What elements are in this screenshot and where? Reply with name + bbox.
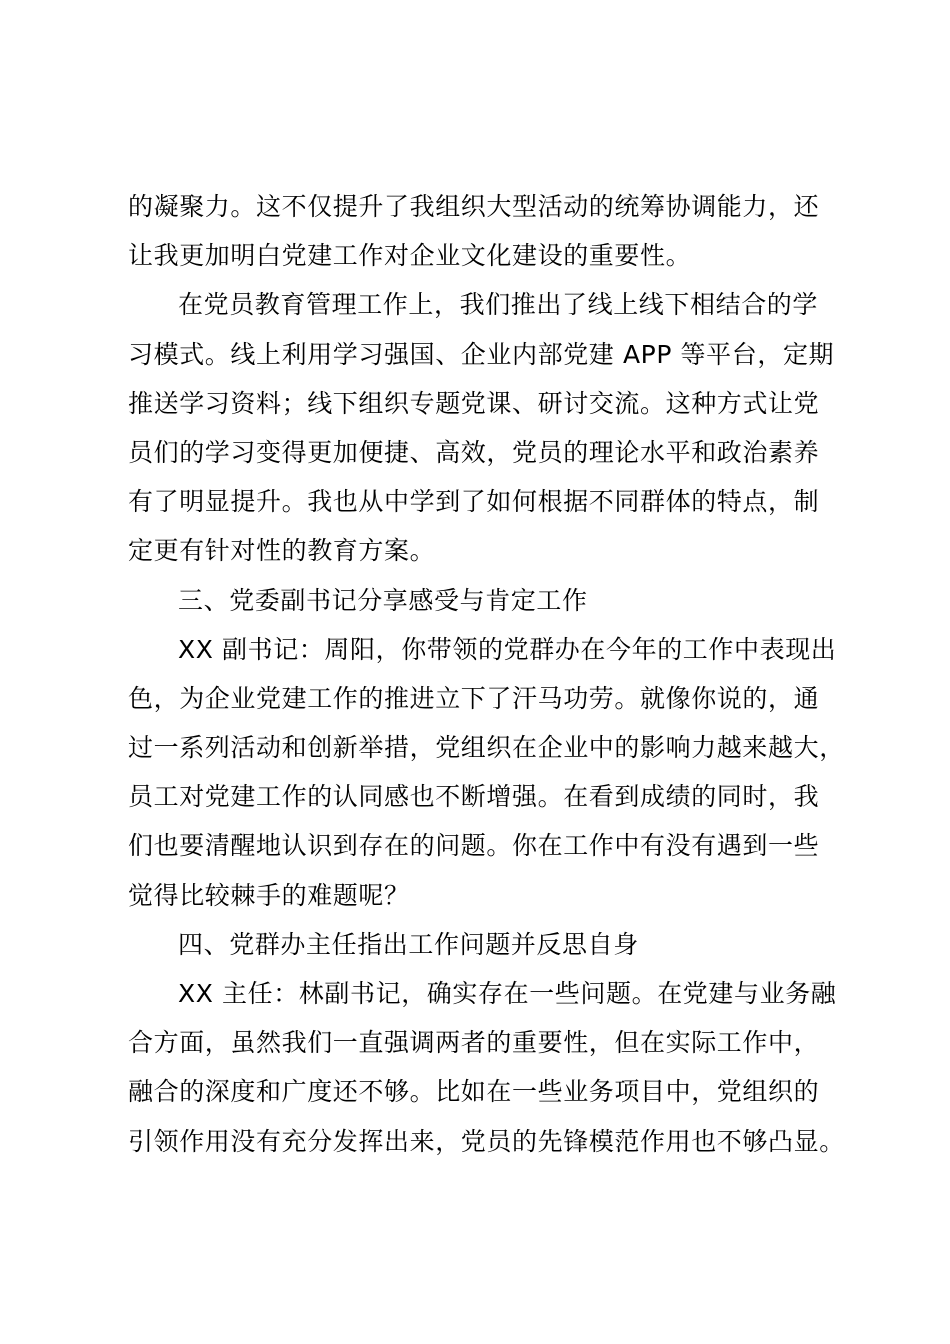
text-line: 员们的学习变得更加便捷、高效，党员的理论水平和政治素养	[128, 437, 820, 467]
paragraph-start: XX 副书记：周阳，你带领的党群办在今年的工作中表现出	[178, 634, 837, 664]
text-line: 的凝聚力。这不仅提升了我组织大型活动的统筹协调能力，还	[128, 192, 820, 221]
text-line: 引领作用没有充分发挥出来，党员的先锋模范作用也不够凸显。	[128, 1126, 845, 1156]
text-line: 觉得比较棘手的难题呢？	[128, 880, 410, 910]
paragraph-start: XX 主任：林副书记，确实存在一些问题。在党建与业务融	[178, 979, 837, 1008]
text-line: 色，为企业党建工作的推进立下了汗马功劳。就像你说的，通	[128, 683, 820, 713]
text-line: 有了明显提升。我也从中学到了如何根据不同群体的特点，制	[128, 487, 820, 517]
text-line: 让我更加明白党建工作对企业文化建设的重要性。	[128, 241, 692, 271]
section-heading: 三、党委副书记分享感受与肯定工作	[178, 585, 588, 615]
text-line: 员工对党建工作的认同感也不断增强。在看到成绩的同时，我	[128, 782, 820, 812]
text-line: 合方面，虽然我们一直强调两者的重要性，但在实际工作中，	[128, 1028, 820, 1058]
text-line: 习模式。线上利用学习强国、企业内部党建 APP 等平台，定期	[128, 339, 835, 369]
document-body	[128, 182, 858, 1166]
text-line: 们也要清醒地认识到存在的问题。你在工作中有没有遇到一些	[128, 831, 820, 861]
text-line: 融合的深度和广度还不够。比如在一些业务项目中，党组织的	[128, 1077, 820, 1107]
section-heading: 四、党群办主任指出工作问题并反思自身	[178, 929, 639, 959]
paragraph-start: 在党员教育管理工作上，我们推出了线上线下相结合的学	[178, 290, 819, 320]
text-line: 推送学习资料；线下组织专题党课、研讨交流。这种方式让党	[128, 388, 820, 418]
text-line: 过一系列活动和创新举措，党组织在企业中的影响力越来越大，	[128, 733, 845, 763]
text-line: 定更有针对性的教育方案。	[128, 536, 436, 566]
